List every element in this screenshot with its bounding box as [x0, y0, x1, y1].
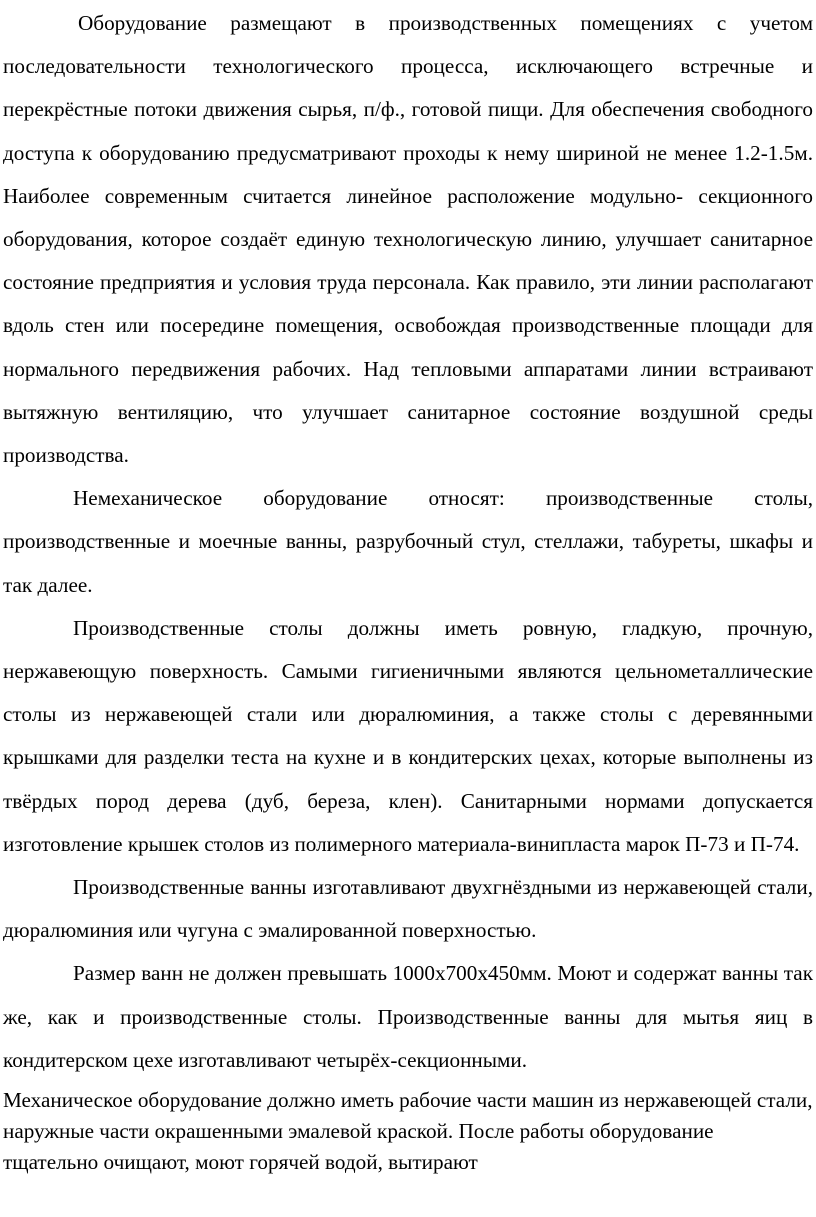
paragraph-bath-size: Размер ванн не должен превышать 1000х700х450мм. Моют и содержат ванны так же, как и производственные столы. Производственные ванны для мытья яиц в кондитерском цехе изготавливают четырёх-секционными.: [3, 961, 813, 1072]
paragraph-production-baths: Производственные ванны изготавливают двухгнёздными из нержавеющей стали, дюралюминия или чугуна с эмалированной поверхностью.: [3, 875, 813, 943]
paragraph-mechanical-equipment: Механическое оборудование должно иметь рабочие части машин из нержавеющей стали, наружные части окрашенными эмалевой краской. После работы оборудование тщательно очищают, моют горячей водой, вытирают: [3, 1088, 813, 1175]
paragraph-production-tables: Производственные столы должны иметь ровную, гладкую, прочную, нержавеющую поверхность. Самыми гигиеничными являются цельнометаллические столы из нержавеющей стали или дюралюминия, а также столы с деревянными крышками для разделки теста на кухне и в кондитерских цехах, которые выполнены из твёрдых пород дерева (дуб, береза, клен). Санитарными нормами допускается изготовление крышек столов из полимерного материала-винипласта марок П-73 и П-74.: [3, 615, 813, 856]
paragraph-nonmechanical-equipment: Немеханическое оборудование относят: производственные столы, производственные и моечные ванны, разрубочный стул, стеллажи, табуреты, шкафы и так далее.: [3, 486, 813, 597]
paragraph-equipment-placement: Оборудование размещают в производственных помещениях с учетом последовательности технологического процесса, исключающего встречные и перекрёстные потоки движения сырья, п/ф., готовой пищи. Для обеспечения свободного доступа к оборудованию предусматривают проходы к нему шириной не менее 1.2-1.5м. Наиболее современным считается линейное расположение модульно- секционного оборудования, которое создаёт единую технологическую линию, улучшает санитарное состояние предприятия и условия труда персонала. Как правило, эти линии располагают вдоль стен или посередине помещения, освобождая производственные площади для нормального передвижения рабочих. Над тепловыми аппаратами линии встраивают вытяжную вентиляцию, что улучшает санитарное состояние воздушной среды производства.: [3, 11, 813, 468]
